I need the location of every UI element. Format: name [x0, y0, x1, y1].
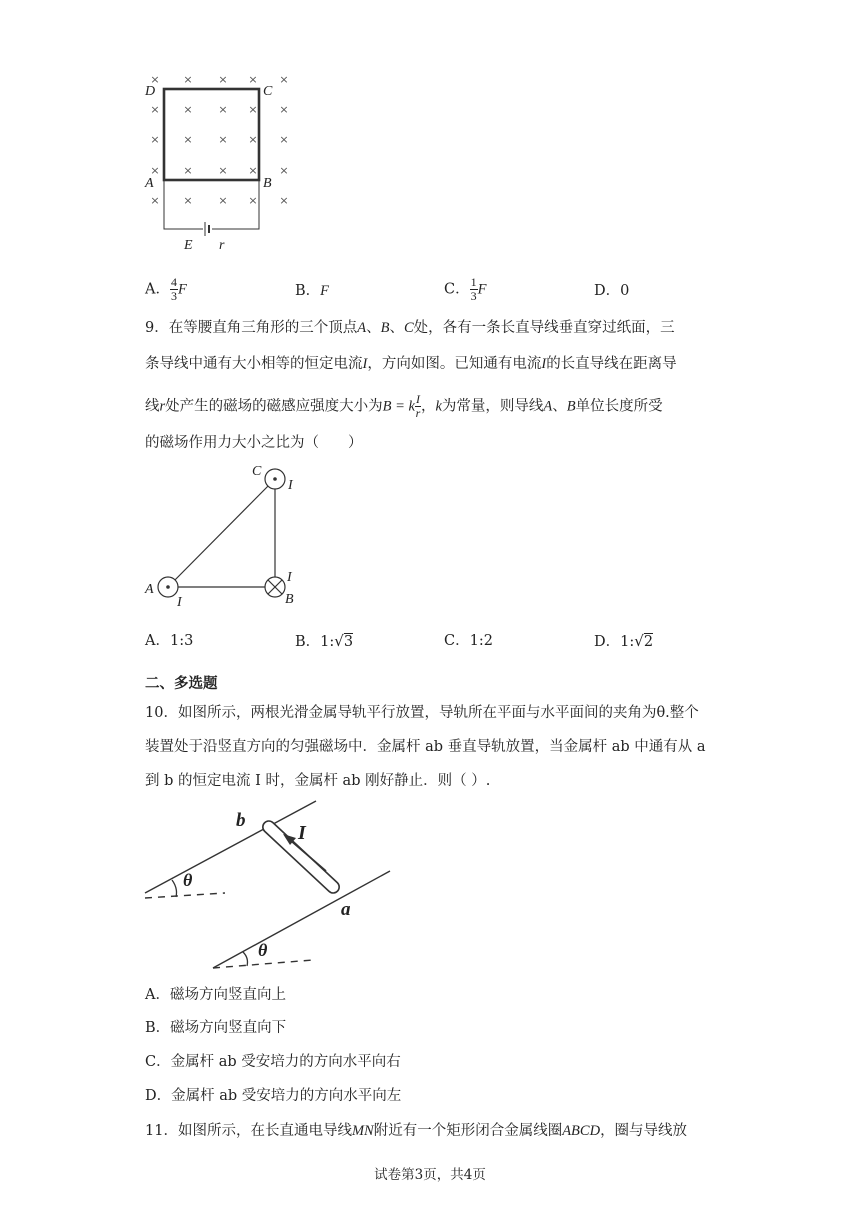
label-I: I	[298, 822, 306, 844]
var: A	[543, 398, 553, 415]
radicand: 3	[343, 634, 354, 650]
option-letter: B．	[295, 283, 321, 299]
q10-option-b: B．磁场方向竖直向下	[145, 1020, 287, 1036]
text: 处产生的磁场的磁感应强度大小为	[165, 398, 383, 415]
numerator: 4	[170, 275, 177, 289]
text: D．1:	[594, 634, 635, 650]
text: 、	[389, 320, 404, 336]
field-mark: ×	[150, 73, 160, 86]
field-mark: ×	[150, 103, 160, 116]
text: B．1:	[295, 634, 335, 650]
label-a: a	[341, 899, 351, 920]
var: C	[403, 320, 414, 336]
label-C: C	[263, 84, 273, 99]
var-F: F	[477, 281, 487, 298]
text: 线	[145, 398, 160, 415]
field-mark: ×	[279, 103, 289, 116]
field-mark: ×	[248, 103, 258, 116]
text: 单位长度所受	[575, 398, 663, 415]
label-theta-upper: θ	[183, 870, 193, 890]
field-mark: ×	[279, 133, 289, 146]
label-B: B	[263, 176, 272, 191]
text: ，方向如图。已知通有电流	[367, 356, 542, 372]
label-B: B	[285, 592, 294, 607]
var: I	[362, 356, 368, 372]
rail-lower	[213, 871, 390, 968]
var: B	[380, 320, 390, 336]
field-mark: ×	[248, 164, 258, 177]
page-footer: 试卷第3页，共4页	[374, 1167, 486, 1183]
var: ABCD	[562, 1123, 601, 1139]
section-title: 二、多选题	[145, 676, 218, 692]
text: 的长直导线在距离导	[546, 356, 677, 372]
field-mark: ×	[150, 194, 160, 207]
q9-line-4: 的磁场作用力大小之比为（ ）	[145, 435, 363, 451]
q10-option-d: D．金属杆 ab 受安培力的方向水平向左	[145, 1088, 402, 1104]
denominator: 3	[170, 289, 177, 304]
angle-arc-lower	[243, 952, 248, 966]
sqrt-sign: √	[334, 632, 344, 650]
label-I-A: I	[177, 595, 182, 610]
label-r: r	[219, 238, 225, 253]
text: 附近有一个矩形闭合金属线圈	[373, 1123, 563, 1139]
q10-option-a: A．磁场方向竖直向上	[145, 987, 286, 1003]
text: 9．在等腰直角三角形的三个顶点	[145, 320, 358, 336]
text: 为常量，则导线	[441, 398, 544, 415]
label-C: C	[252, 464, 262, 479]
q10-line-3: 到 b 的恒定电流 I 时，金属杆 ab 刚好静止．则（ ）.	[145, 773, 491, 789]
field-mark: ×	[248, 194, 258, 207]
field-mark: ×	[279, 164, 289, 177]
q9-option-a: A．1:3	[145, 633, 194, 649]
field-mark: ×	[218, 103, 228, 116]
field-mark: ×	[183, 103, 193, 116]
label-A: A	[145, 176, 154, 191]
var: k	[435, 398, 442, 415]
field-mark: ×	[248, 73, 258, 86]
field-mark: ×	[183, 133, 193, 146]
text: 处，各有一条长直导线垂直穿过纸面，三	[413, 320, 675, 336]
field-mark: ×	[183, 194, 193, 207]
field-mark: ×	[218, 164, 228, 177]
label-I-C: I	[288, 478, 293, 493]
var: MN	[351, 1123, 374, 1139]
radicand: 2	[643, 634, 654, 650]
text: 11．如图所示，在长直通电导线	[145, 1123, 352, 1139]
var-F: F	[177, 281, 187, 298]
label-E: E	[184, 238, 193, 253]
field-mark: ×	[218, 194, 228, 207]
formula: B = k	[382, 398, 415, 415]
var: I	[541, 356, 547, 372]
numerator: I	[415, 392, 420, 406]
denominator: 3	[470, 289, 477, 304]
ref-line-upper	[145, 893, 225, 898]
field-mark: ×	[183, 73, 193, 86]
label-D: D	[145, 84, 156, 99]
field-mark: ×	[279, 73, 289, 86]
denominator: r	[415, 406, 421, 421]
angle-arc-upper	[172, 880, 177, 897]
var: B	[566, 398, 576, 415]
option-letter: A．	[145, 281, 170, 298]
text: ，圈与导线放	[600, 1123, 688, 1139]
text: 、	[552, 398, 567, 415]
field-mark: ×	[150, 133, 160, 146]
q10-option-c: C．金属杆 ab 受安培力的方向水平向右	[145, 1054, 401, 1070]
label-A: A	[145, 582, 154, 597]
ref-line-lower	[213, 960, 313, 968]
q9-option-c: C．1:2	[444, 633, 493, 649]
label-theta-lower: θ	[258, 940, 268, 960]
label-b: b	[236, 810, 246, 831]
field-mark: ×	[218, 133, 228, 146]
q10-line-2: 装置处于沿竖直方向的匀强磁场中．金属杆 ab 垂直导轨放置，当金属杆 ab 中通有从 a	[145, 739, 706, 755]
var: A	[357, 320, 367, 336]
text: 、	[366, 320, 381, 336]
option-letter: C．	[444, 281, 470, 298]
text: ，	[420, 398, 436, 415]
label-I-B: I	[287, 570, 292, 585]
field-mark: ×	[183, 164, 193, 177]
var: r	[159, 398, 166, 415]
var-F: F	[320, 283, 330, 299]
text: 条导线中通有大小相等的恒定电流	[145, 356, 363, 372]
field-mark: ×	[279, 194, 289, 207]
field-mark: ×	[218, 73, 228, 86]
field-mark: ×	[248, 133, 258, 146]
q8-option-d: D．0	[594, 283, 630, 299]
q10-line-1: 10．如图所示，两根光滑金属导轨平行放置，导轨所在平面与水平面间的夹角为θ.整个	[145, 705, 699, 721]
q11-line-1	[145, 1124, 687, 1139]
sqrt-sign: √	[634, 632, 644, 650]
field-mark: ×	[150, 164, 160, 177]
numerator: 1	[470, 275, 477, 289]
